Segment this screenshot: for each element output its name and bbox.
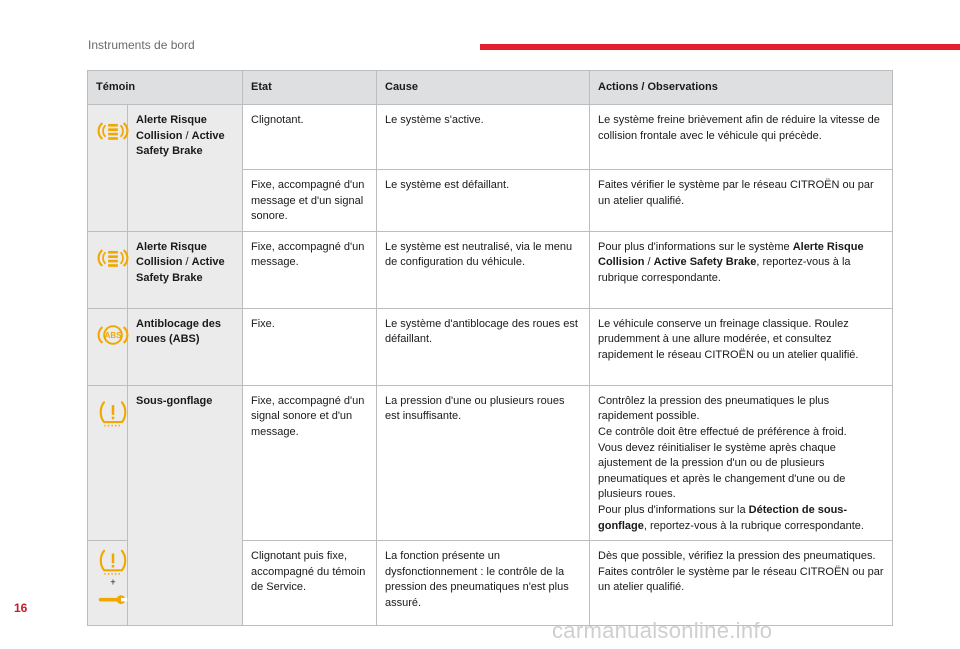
etat-cell: Fixe, accompagné d'un message.: [243, 231, 377, 308]
etat-cell: Fixe.: [243, 308, 377, 385]
column-header-cause: Cause: [377, 71, 590, 105]
warning-name: Sous-gonflage: [128, 385, 243, 625]
icon-cell: [88, 231, 128, 308]
actions-cell: Contrôlez la pression des pneumatiques le plus rapidement possible. Ce contrôle doit être effectué de préférence à froid. Vous devez réinitialiser le système après chaque ajustement de la pression d'un ou de plusieurs pneumatiques et après le changement d'une ou de plusieurs roues. Pour plus d'informations sur la Détection de sous-gonflage, reportez-vous à la rubrique correspondante.: [590, 385, 893, 540]
actions-cell: Le système freine brièvement afin de réduire la vitesse de collision frontale avec le véhicule qui précède.: [590, 105, 893, 170]
icon-cell: [88, 105, 128, 232]
cause-cell: La pression d'une ou plusieurs roues est insuffisante.: [377, 385, 590, 540]
cause-cell: Le système d'antiblocage des roues est défaillant.: [377, 308, 590, 385]
table-row: [88, 105, 893, 170]
table-row: [88, 231, 893, 308]
wrench-icon: [101, 595, 128, 604]
table-row: [88, 308, 893, 385]
icon-cell: [88, 308, 128, 385]
actions-cell: Pour plus d'informations sur le système Alerte Risque Collision / Active Safety Brake, reportez-vous à la rubrique correspondante.: [590, 231, 893, 308]
etat-cell: Clignotant puis fixe, accompagné du témoin de Service.: [243, 541, 377, 626]
icon-cell: [88, 385, 128, 540]
actions-cell: Dès que possible, vérifiez la pression des pneumatiques. Faites contrôler le système par le réseau CITROËN ou par un atelier qualifié.: [590, 541, 893, 626]
section-title: Instruments de bord: [88, 38, 195, 52]
column-header-temoin: Témoin: [88, 71, 243, 105]
cause-cell: Le système s'active.: [377, 105, 590, 170]
etat-cell: Clignotant.: [243, 105, 377, 170]
etat-cell: Fixe, accompagné d'un signal sonore et d'un message.: [243, 385, 377, 540]
cause-cell: La fonction présente un dysfonctionnement : le contrôle de la pression des pneumatiques n'est plus assuré.: [377, 541, 590, 626]
etat-cell: Fixe, accompagné d'un message et d'un signal sonore.: [243, 170, 377, 232]
abs-warning-icon: [96, 320, 130, 350]
page-number: 16: [14, 601, 28, 615]
svg-text:ABS: ABS: [104, 330, 122, 340]
tyre-pressure-service-icon: [96, 549, 130, 613]
cause-cell: Le système est défaillant.: [377, 170, 590, 232]
column-header-actions: Actions / Observations: [590, 71, 893, 105]
section-accent-bar: [480, 44, 960, 50]
cause-cell: Le système est neutralisé, via le menu de configuration du véhicule.: [377, 231, 590, 308]
warning-name: Alerte Risque Collision / Active Safety Brake: [128, 105, 243, 232]
warning-name: Alerte Risque Collision / Active Safety Brake: [128, 231, 243, 308]
column-header-etat: Etat: [243, 71, 377, 105]
actions-cell: Le véhicule conserve un freinage classique. Roulez prudemment à une allure modérée, et consultez rapidement le réseau CITROËN ou un atelier qualifié.: [590, 308, 893, 385]
watermark: carmanualsonline.info: [552, 618, 773, 643]
table-row: [88, 385, 893, 540]
collision-alert-icon: [96, 243, 130, 273]
warning-name: Antiblocage des roues (ABS): [128, 308, 243, 385]
actions-cell: Faites vérifier le système par le réseau CITROËN ou par un atelier qualifié.: [590, 170, 893, 232]
collision-alert-icon: [96, 116, 130, 146]
icon-cell: [88, 541, 128, 626]
plus-sign: +: [110, 577, 116, 589]
tyre-pressure-icon: [96, 397, 130, 431]
table-header-row: [88, 71, 893, 105]
warning-lights-table: [87, 70, 893, 626]
